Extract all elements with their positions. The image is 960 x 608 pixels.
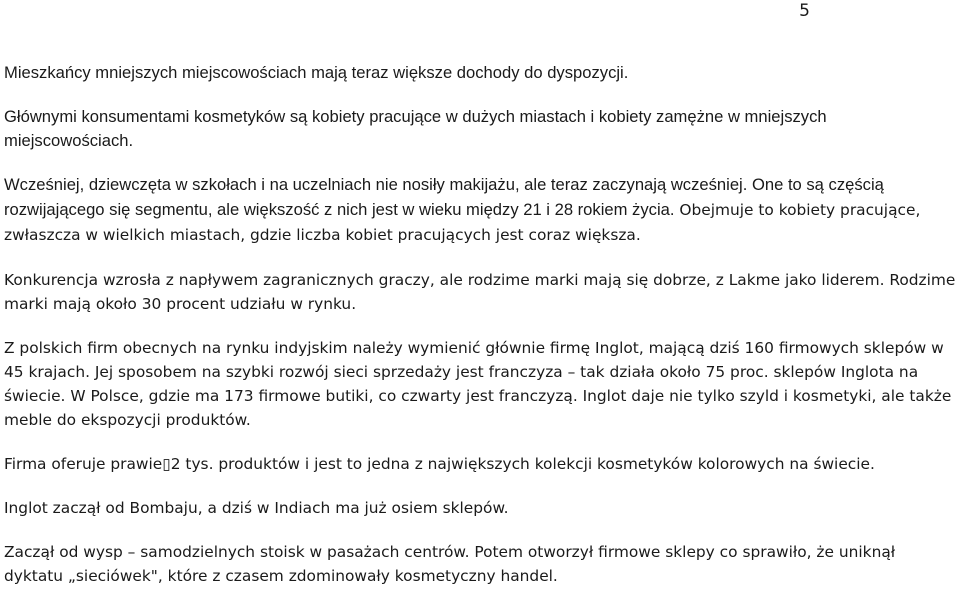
paragraph-6: Firma oferuje prawie▯2 tys. produktów i jest to jedna z największych kolekcji kosmetyków kolorowych na świecie. xyxy=(4,455,875,473)
paragraph-2: Głównymi konsumentami kosmetyków są kobiety pracujące w dużych miastach i kobiety zamężne w mniejszych miejscowościach. xyxy=(4,107,827,150)
paragraph-3-part-b: Obejmuje to kobiety pracujące, zwłaszcza w wielkich miastach, gdzie liczba kobiet pracujących jest coraz większa. xyxy=(4,201,921,244)
document-body xyxy=(4,61,956,608)
paragraph-3-part-a: Wcześniej, dziewczęta w szkołach i na uczelniach nie nosiły makijażu, ale teraz zaczynają wcześniej. One to są częścią rozwijającego się segmentu, ale większość z nich jest w wieku między 21 i 28 rokiem życia. xyxy=(4,175,884,219)
page-number: 5 xyxy=(799,1,810,21)
paragraph-4: Konkurencja wzrosła z napływem zagranicznych graczy, ale rodzime marki mają się dobrze, z Lakme jako liderem. Rodzime marki mają około 30 procent udziału w rynku. xyxy=(4,271,956,313)
paragraph-8: Zaczął od wysp – samodzielnych stoisk w pasażach centrów. Potem otworzył firmowe sklepy co sprawiło, że uniknął dyktatu „sieciówek", które z czasem zdominowały kosmetyczny handel. xyxy=(4,543,896,585)
paragraph-1: Mieszkańcy mniejszych miejscowościach mają teraz większe dochody do dyspozycji. xyxy=(4,63,629,82)
paragraph-5: Z polskich firm obecnych na rynku indyjskim należy wymienić głównie firmę Inglot, mającą dziś 160 firmowych sklepów w 45 krajach. Jej sposobem na szybki rozwój sieci sprzedaży jest franczyza – tak działa około 75 proc. sklepów Inglota na świecie. W Polsce, gdzie ma 173 firmowe butiki, co czwarty jest franczyzą. Inglot daje nie tylko szyld i kosmetyki, ale także meble do ekspozycji produktów. xyxy=(4,339,952,429)
paragraph-7: Inglot zaczął od Bombaju, a dziś w Indiach ma już osiem sklepów. xyxy=(4,499,509,517)
paragraph-3 xyxy=(4,173,956,248)
